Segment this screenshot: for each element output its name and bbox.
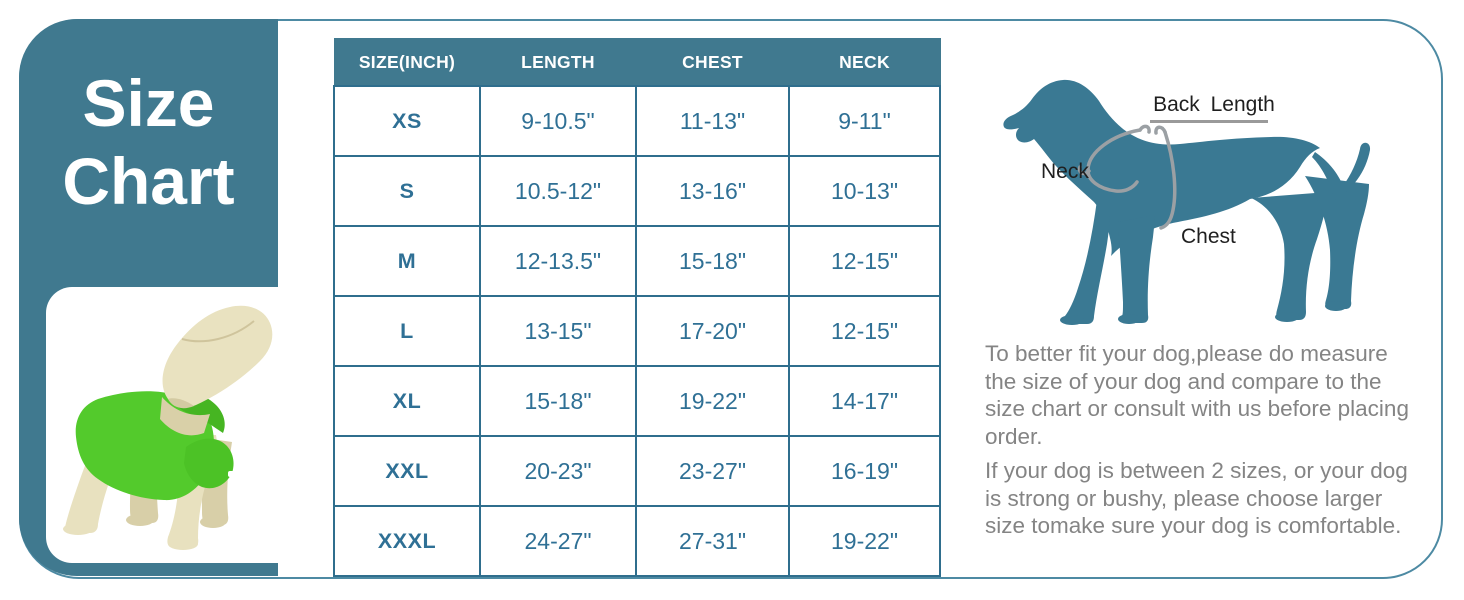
cell-chest: 11-13"	[636, 86, 789, 156]
cell-neck: 9-11"	[789, 86, 940, 156]
dog-measure-diagram	[988, 72, 1440, 340]
cell-neck: 16-19"	[789, 436, 940, 506]
cell-neck: 12-15"	[789, 296, 940, 366]
col-header-length: LENGTH	[480, 39, 636, 87]
cell-chest: 19-22"	[636, 366, 789, 436]
dog-mannequin-illustration	[46, 287, 278, 563]
chest-label: Chest	[1181, 225, 1236, 248]
cell-length: 15-18"	[480, 366, 636, 436]
table-row	[334, 436, 940, 506]
cell-chest: 23-27"	[636, 436, 789, 506]
cell-chest: 15-18"	[636, 226, 789, 296]
table-row	[334, 86, 940, 156]
table-row	[334, 156, 940, 226]
table-row	[334, 226, 940, 296]
cell-size: XXXL	[334, 506, 480, 576]
title-line-2: Chart	[62, 143, 235, 218]
fit-note-paragraph: To better fit your dog,please do measure the size of your dog and compare to the size chart or consult with us before placing order.	[985, 341, 1409, 449]
back-length-line	[1150, 120, 1268, 123]
cell-chest: 17-20"	[636, 296, 789, 366]
sizing-note-paragraph: If your dog is between 2 sizes, or your dog is strong or bushy, please choose larger size tomake sure your dog is comfortable.	[985, 458, 1408, 538]
cell-size: XL	[334, 366, 480, 436]
cell-neck: 12-15"	[789, 226, 940, 296]
size-chart-title	[19, 65, 278, 221]
title-line-1: Size	[82, 66, 215, 140]
cell-neck: 10-13"	[789, 156, 940, 226]
cell-length: 24-27"	[480, 506, 636, 576]
cell-chest: 13-16"	[636, 156, 789, 226]
cell-size: XXL	[334, 436, 480, 506]
cell-size: L	[334, 296, 480, 366]
cell-neck: 14-17"	[789, 366, 940, 436]
col-header-size: SIZE(INCH)	[334, 39, 480, 87]
cell-neck: 19-22"	[789, 506, 940, 576]
table-row	[334, 366, 940, 436]
cell-length: 12-13.5"	[480, 226, 636, 296]
table-row	[334, 296, 940, 366]
dog-mannequin-photo	[46, 287, 278, 563]
cell-length: 10.5-12"	[480, 156, 636, 226]
cell-size: M	[334, 226, 480, 296]
size-table	[333, 38, 941, 577]
col-header-neck: NECK	[789, 39, 940, 87]
cell-size: XS	[334, 86, 480, 156]
table-header-row	[334, 39, 940, 87]
cell-chest: 27-31"	[636, 506, 789, 576]
col-header-chest: CHEST	[636, 39, 789, 87]
neck-label: Neck	[1041, 160, 1089, 183]
cell-size: S	[334, 156, 480, 226]
table-row	[334, 506, 940, 576]
cell-length: 9-10.5"	[480, 86, 636, 156]
cell-length: 20-23"	[480, 436, 636, 506]
back-length-label: Back Length	[1153, 93, 1275, 116]
cell-length: 13-15"	[480, 296, 636, 366]
